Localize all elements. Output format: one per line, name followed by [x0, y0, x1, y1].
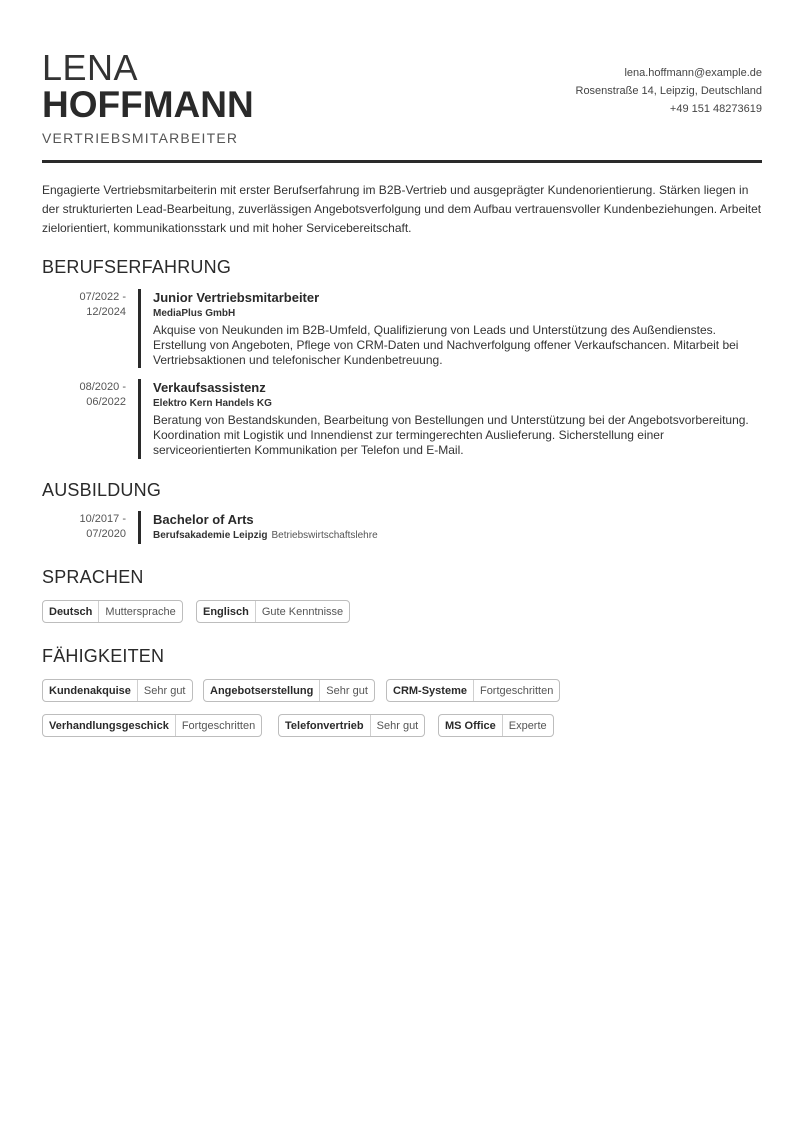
- language-name: Englisch: [197, 601, 256, 622]
- experience-entry: [42, 379, 762, 459]
- language-level: Muttersprache: [105, 605, 176, 618]
- entry-date: [42, 512, 126, 542]
- contact-block: [576, 64, 763, 118]
- profile-summary: Engagierte Vertriebsmitarbeiterin mit erster Berufserfahrung im B2B-Vertrieb und ausgeprägter Kundenorientierung. Stärken liegen in der strukturierten Lead-Bearbeitung, zuverlässigen Angebotsverfolgung und dem Aufbau vertrauensvoller Kundenbeziehungen. Arbeitet zielorientiert, kommunikationsstark und mit hoher Servicebereitschaft.: [42, 183, 762, 235]
- skill-name: MS Office: [439, 715, 503, 736]
- address: Rosenstraße 14, Leipzig, Deutschland: [575, 85, 762, 97]
- entry-role: Junior Vertriebsmitarbeiter: [153, 290, 320, 305]
- skill-pill: [386, 679, 560, 702]
- skill-name: Kundenakquise: [43, 680, 138, 701]
- language-pill: [42, 600, 183, 623]
- entry-description: Beratung von Bestandskunden, Bearbeitung von Bestellungen und Unterstützung bei der Angebotsvorbereitung. Koordination mit Logistik und Innendienst zur termingerechten Auslieferung. Sicherstellung einer serviceorientierten Kommunikation per Telefon und E-Mail.: [153, 413, 749, 457]
- job-title: VERTRIEBSMITARBEITER: [42, 130, 239, 146]
- language-name: Deutsch: [43, 601, 99, 622]
- date-start: 08/2020 -: [79, 381, 126, 393]
- skill-pill: [438, 714, 554, 737]
- skill-name: CRM-Systeme: [387, 680, 474, 701]
- section-title-languages: SPRACHEN: [42, 567, 144, 587]
- skill-name: Telefonvertrieb: [279, 715, 371, 736]
- date-start: 10/2017 -: [79, 513, 126, 525]
- skill-level: Sehr gut: [143, 684, 186, 697]
- resume-page: [42, 0, 762, 732]
- entry-date: [42, 290, 126, 320]
- skill-pill: [203, 679, 375, 702]
- timeline-bar: [138, 379, 141, 459]
- entry-company: MediaPlus GmbH: [153, 308, 236, 319]
- entry-body: [153, 511, 762, 543]
- skill-level: Fortgeschritten: [181, 719, 256, 732]
- language-level: Gute Kenntnisse: [261, 605, 344, 618]
- entry-body: [153, 379, 762, 458]
- entry-school-line: [153, 529, 762, 543]
- experience-entry: [42, 289, 762, 369]
- entry-company: Elektro Kern Handels KG: [153, 398, 272, 409]
- entry-date: [42, 380, 126, 410]
- entry-school: Berufsakademie Leipzig: [153, 530, 268, 541]
- entry-field: Betriebswirtschaftslehre: [271, 530, 378, 541]
- skill-name: Angebotserstellung: [204, 680, 320, 701]
- entry-degree: Bachelor of Arts: [153, 512, 254, 527]
- date-end: 06/2022: [86, 396, 126, 408]
- skill-name: Verhandlungsgeschick: [43, 715, 176, 736]
- timeline-bar: [138, 511, 141, 544]
- skill-level: Sehr gut: [326, 684, 368, 697]
- date-end: 07/2020: [86, 528, 126, 540]
- header-divider: [42, 160, 762, 163]
- section-title-skills: FÄHIGKEITEN: [42, 646, 165, 666]
- education-entry: [42, 511, 762, 545]
- skill-level: Experte: [508, 719, 547, 732]
- phone[interactable]: +49 151 48273619: [669, 103, 762, 115]
- skill-level: Sehr gut: [376, 719, 419, 732]
- first-name: LENA: [42, 47, 139, 88]
- entry-description: Akquise von Neukunden im B2B-Umfeld, Qualifizierung von Leads und Unterstützung des Außendienstes. Erstellung von Angeboten, Pflege von CRM-Daten und Nachverfolgung offener Verkaufschancen. Mitarbeit bei Vertriebsaktionen und telefonischer Kundenbetreuung.: [153, 323, 739, 367]
- section-title-experience: BERUFSERFAHRUNG: [42, 257, 232, 277]
- last-name: HOFFMANN: [42, 84, 254, 125]
- email[interactable]: lena.hoffmann@example.de: [624, 67, 762, 79]
- resume-header: [42, 0, 762, 162]
- skill-pill: [42, 714, 262, 737]
- language-pill: [196, 600, 350, 623]
- entry-body: [153, 289, 762, 368]
- entry-role: Verkaufsassistenz: [153, 380, 266, 395]
- date-end: 12/2024: [86, 306, 126, 318]
- skill-level: Fortgeschritten: [479, 684, 554, 697]
- skill-pill: [42, 679, 193, 702]
- date-start: 07/2022 -: [79, 291, 126, 303]
- timeline-bar: [138, 289, 141, 368]
- skill-pill: [278, 714, 425, 737]
- section-title-education: AUSBILDUNG: [42, 480, 162, 500]
